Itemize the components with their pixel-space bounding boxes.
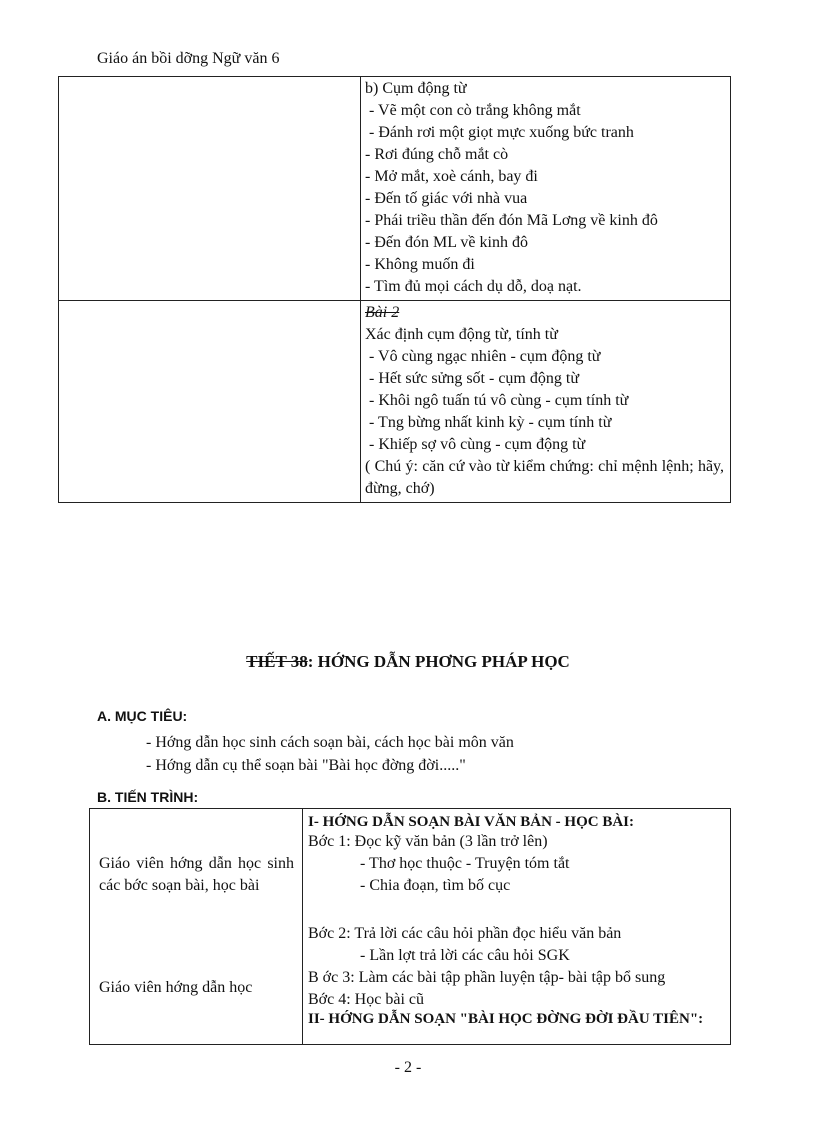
list-item: - Không muốn đi	[365, 256, 475, 273]
page-header: Giáo án bồi dỡng Ngữ văn 6	[97, 50, 280, 67]
step-item: Bớc 2: Trả lời các câu hỏi phần đọc hiểu văn bản	[308, 925, 622, 942]
list-item: b) Cụm động từ	[365, 80, 467, 97]
section-heading: I- HỚNG DẪN SOẠN BÀI VĂN BẢN - HỌC BÀI:	[308, 814, 634, 830]
lesson-title	[0, 652, 816, 672]
list-item: - Mở mắt, xoè cánh, bay đi	[365, 168, 538, 185]
verb-phrase-cell	[361, 77, 731, 301]
note: ( Chú ý: căn cứ vào từ kiểm chứng: chỉ mệnh lệnh; hãy, đừng, chớ)	[365, 458, 724, 497]
exercise-table	[58, 76, 731, 503]
list-item: - Rơi đúng chỗ mắt cò	[365, 146, 509, 163]
table-row	[59, 77, 731, 301]
step-sub-item: - Lần lợt trả lời các câu hỏi SGK	[360, 947, 570, 964]
teacher-activity-text: Giáo viên hớng dẫn học	[99, 979, 253, 996]
list-item: - Tng bừng nhất kinh kỳ - cụm tính từ	[369, 414, 612, 431]
list-item: - Khiếp sợ vô cùng - cụm động từ	[369, 436, 586, 453]
table-row	[90, 809, 731, 1045]
exercise-2-cell	[361, 301, 731, 503]
process-table	[89, 808, 731, 1045]
section-objectives-heading: A. MỤC TIÊU:	[97, 708, 188, 724]
empty-cell	[59, 77, 361, 301]
list-item: - Phái triều thần đến đón Mã Lơng về kinh đô	[365, 212, 658, 229]
list-item: - Vẽ một con cò trắng không mắt	[369, 102, 581, 119]
objective-item: - Hớng dẫn học sinh cách soạn bài, cách học bài môn văn	[146, 734, 514, 751]
content-cell	[303, 809, 731, 1045]
table-row	[59, 301, 731, 503]
lesson-number: TIẾT 38	[246, 652, 308, 671]
list-item: - Đến tố giác với nhà vua	[365, 190, 528, 207]
empty-cell	[59, 301, 361, 503]
exercise-title: Bài 2	[365, 304, 400, 321]
list-item: Xác định cụm động từ, tính từ	[365, 326, 558, 343]
objective-item: - Hớng dẫn cụ thể soạn bài "Bài học đờng đời....."	[146, 757, 466, 774]
list-item: - Đến đón ML về kinh đô	[365, 234, 528, 251]
step-item: B ớc 3: Làm các bài tập phần luyện tập- bài tập bổ sung	[308, 969, 666, 986]
step-item: Bớc 1: Đọc kỹ văn bản (3 lần trở lên)	[308, 833, 548, 850]
page-number: - 2 -	[394, 1059, 422, 1076]
teacher-activity-cell	[90, 809, 303, 1045]
list-item: - Tìm đủ mọi cách dụ dỗ, doạ nạt.	[365, 278, 582, 295]
step-item: Bớc 4: Học bài cũ	[308, 991, 424, 1008]
list-item: - Hết sức sửng sốt - cụm động từ	[369, 370, 579, 387]
teacher-activity-text: Giáo viên hớng dẫn học sinh các bớc soạn bài, học bài	[99, 855, 294, 894]
section-heading: II- HỚNG DẪN SOẠN "BÀI HỌC ĐỜNG ĐỜI ĐẦU TIÊN":	[308, 1011, 704, 1027]
section-process-heading: B. TIẾN TRÌNH:	[97, 789, 199, 805]
list-item: - Đánh rơi một giọt mực xuống bức tranh	[369, 124, 634, 141]
step-sub-item: - Thơ học thuộc - Truyện tóm tắt	[360, 855, 570, 872]
list-item: - Vô cùng ngạc nhiên - cụm động từ	[369, 348, 601, 365]
lesson-name: : HỚNG DẪN PHƠNG PHÁP HỌC	[307, 652, 570, 671]
list-item: - Khôi ngô tuấn tú vô cùng - cụm tính từ	[369, 392, 629, 409]
step-sub-item: - Chia đoạn, tìm bố cục	[360, 877, 511, 894]
